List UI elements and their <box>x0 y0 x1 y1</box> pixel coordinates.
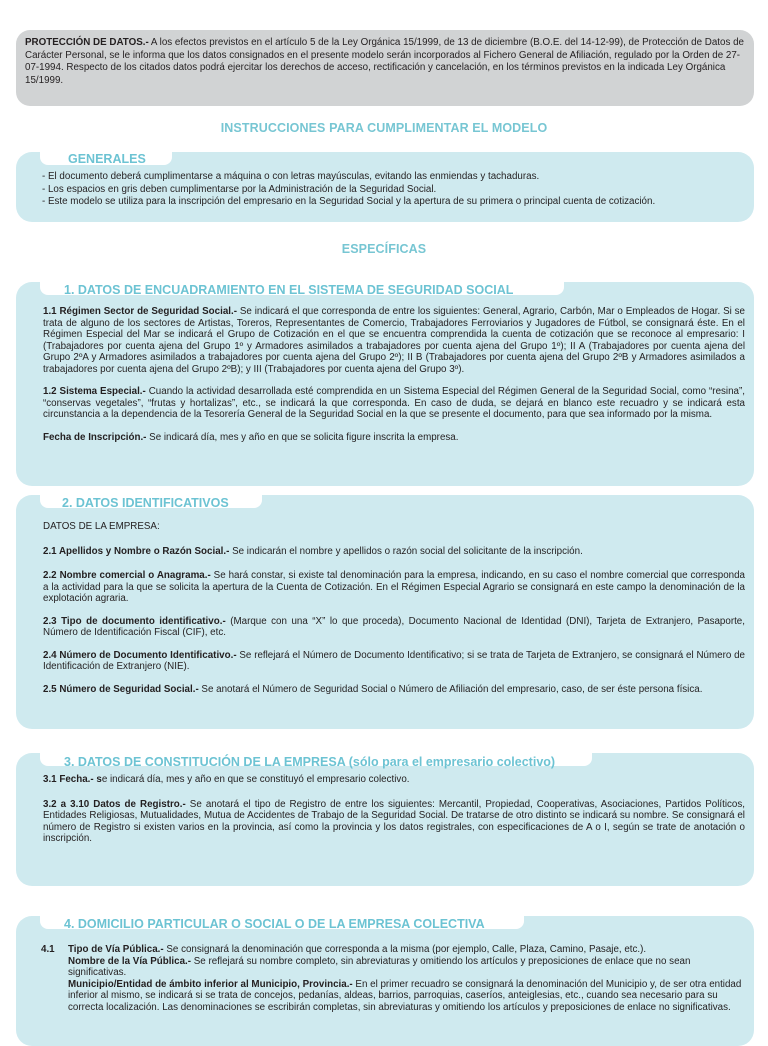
paragraph-text: Se anotará el tipo de Registro de entre los siguientes: Mercantil, Propiedad, Cooperativas, Asociaciones, Partidos Políticos, Entidades Religiosas, Mutualidades, Mutua de Accidentes de Trabajo de la Seguridad Social. De tratarse de otro distinto se indicará su nombre. Se consignará el número de Registro si existen varios en la provincia, así como la provincia y los datos registrales, con especificaciones de A o I, según se trate de anotación o inscripción. <box>43 798 745 844</box>
section-2-panel <box>16 495 754 729</box>
section-4-panel <box>16 916 754 1046</box>
paragraph-label: 2.5 Número de Seguridad Social.- <box>43 683 199 695</box>
paragraph-label: Tipo de Vía Pública.- <box>68 944 164 955</box>
data-protection-label: PROTECCIÓN DE DATOS.- <box>25 37 149 48</box>
paragraph-text: En el primer recuadro se consignará la denominación del Municipio y, de ser otra entidad inferior al mismo, se indicará si se trata de concejos, pedanías, aldeas, barrios, parroquias, caseríos, anteiglesias, etc., cuando sea necesario para su correcta localización. Las denominaciones se escribirán completas, sin abreviaturas y omitiendo los artículos y preposiciones de enlace no significativas. <box>68 978 742 1013</box>
paragraph-3-1 <box>43 774 745 786</box>
paragraph-2-1 <box>43 546 745 558</box>
paragraph-label: 3.1 Fecha.- s <box>43 774 102 785</box>
paragraph-text: Se indicarán el nombre y apellidos o razón social del solicitante de la inscripción. <box>229 545 583 557</box>
paragraph-2-5 <box>43 684 745 696</box>
paragraph-text: e indicará día, mes y año en que se constituyó el empresario colectivo. <box>101 774 410 785</box>
section-3-title: 3. DATOS DE CONSTITUCIÓN DE LA EMPRESA (sólo para el empresario colectivo) <box>64 755 556 769</box>
paragraph-2-3 <box>43 616 745 639</box>
paragraph-label: Fecha de Inscripción.- <box>43 431 147 443</box>
company-data-heading: DATOS DE LA EMPRESA: <box>43 521 160 532</box>
section-1-panel <box>16 282 754 486</box>
paragraph-4-1-street-type <box>41 944 745 956</box>
paragraph-number: 4.1 <box>41 944 55 955</box>
paragraph-1-2 <box>43 386 745 421</box>
paragraph-4-1-street-name <box>68 956 745 979</box>
specific-title: ESPECÍFICAS <box>341 242 427 256</box>
paragraph-4-1-municipality <box>68 979 745 1014</box>
paragraph-1-1 <box>43 306 745 375</box>
paragraph-label: 1.1 Régimen Sector de Seguridad Social.- <box>43 306 237 317</box>
paragraph-text: (Marque con una “X” lo que proceda), Documento Nacional de Identidad (DNI), Tarjeta de Extranjero, Pasaporte, Número de Identificación Fiscal (CIF), etc. <box>43 615 745 638</box>
paragraph-label: 2.4 Número de Documento Identificativo.- <box>43 649 237 661</box>
paragraph-text: Cuando la actividad desarrollada esté comprendida en un Sistema Especial del Régimen General de la Seguridad Social, como “resina”, “conservas vegetales”, “frutas y hortalizas”, etc., se indicará la que corresponda. En caso de duda, se dejará en blanco este recuadro y se indicará esta circunstancia a la dependencia de la Tesorería General de la Seguridad Social en la que se presente el documento, para que sea informado por la misma. <box>43 386 745 420</box>
paragraph-text: Se indicará el que corresponda de entre los siguientes: General, Agrario, Carbón, Mar o Empleados de Hogar. Si se trata de alguno de los sectores de Artistas, Toreros, Representantes de Comercio, Trabajadores Ferroviarios y Jugadores de Fútbol, se consignará éste. En el Régimen Especial del Mar se indicará el Grupo de Cotización en el que se encuentra comprendida la cuenta de cotización que se reconoce al empresario: I (Trabajadores por cuenta ajena del Grupo 1º y Armadores asimilados a trabajadores por cuenta ajena del Grupo 1º); II A (Trabajadores por cuenta ajena del Grupo 2ºA y Armadores asimilados a trabajadores por cuenta ajena del Grupo 2º); II B (Trabajadores por cuenta ajena del Grupo 2ºB y Armadores asimilados a trabajadores por cuenta ajena del Grupo 2ºB); y III (Trabajadores por cuenta ajena del Grupo 3º). <box>43 306 746 375</box>
paragraph-label: 3.2 a 3.10 Datos de Registro.- <box>43 798 186 810</box>
general-title: GENERALES <box>68 152 146 166</box>
list-item: - Los espacios en gris deben cumplimentarse por la Administración de la Seguridad Social. <box>42 183 437 195</box>
section-2-title: 2. DATOS IDENTIFICATIVOS <box>62 496 229 510</box>
general-list <box>42 171 744 209</box>
section-1-body <box>43 306 745 454</box>
paragraph-text: Se anotará el Número de Seguridad Social o Número de Afiliación del empresario, caso, de ser éste persona física. <box>198 683 703 695</box>
paragraph-text: Se reflejará su nombre completo, sin abreviaturas y omitiendo los artículos y preposiciones de enlace que no sean significativas. <box>68 955 691 979</box>
list-item: - Este modelo se utiliza para la inscripción del empresario en la Seguridad Social y la apertura de su primera o principal cuenta de cotización. <box>42 196 656 207</box>
paragraph-text: Se indicará día, mes y año en que se solicita figure inscrita la empresa. <box>146 431 459 443</box>
section-3-body <box>43 774 745 856</box>
paragraph-2-2 <box>43 570 745 605</box>
section-4-body <box>41 944 745 1014</box>
paragraph-3-2 <box>43 799 745 845</box>
instructions-title: INSTRUCCIONES PARA CUMPLIMENTAR EL MODELO <box>220 121 548 135</box>
general-panel <box>16 152 754 222</box>
paragraph-label: 2.3 Tipo de documento identificativo.- <box>43 615 226 627</box>
paragraph-label: 2.2 Nombre comercial o Anagrama.- <box>43 570 211 581</box>
data-protection-text: A los efectos previstos en el artículo 5 de la Ley Orgánica 15/1999, de 13 de diciembre (B.O.E. del 14-12-99), de Protección de Datos de Carácter Personal, se le informa que los datos consignados en el presente modelo serán incorporados al Fichero General de Afiliación, regulado por la Orden de 27-07-1994. Respecto de los citados datos podrá ejercitar los derechos de acceso, rectificación y cancelación, en los términos previstos en la indicada Ley Orgánica 15/1999. <box>25 37 744 86</box>
data-protection-notice <box>16 30 754 106</box>
section-1-title: 1. DATOS DE ENCUADRAMIENTO EN EL SISTEMA DE SEGURIDAD SOCIAL <box>64 283 514 297</box>
paragraph-inscription-date <box>43 432 745 444</box>
paragraph-text: Se consignará la denominación que corresponda a la misma (por ejemplo, Calle, Plaza, Camino, Pasaje, etc.). <box>163 944 647 955</box>
paragraph-label: Nombre de la Vía Pública.- <box>68 955 192 967</box>
paragraph-label: 1.2 Sistema Especial.- <box>43 386 146 397</box>
paragraph-text: Se hará constar, si existe tal denominación para la empresa, indicando, en su caso el nombre comercial que corresponda a la actividad para la que se solicita la apertura de la Cuenta de Cotización. En el Régimen Especial Agrario se consignará en este campo la denominación de la explotación agraria. <box>43 570 745 604</box>
section-4-title: 4. DOMICILIO PARTICULAR O SOCIAL O DE LA EMPRESA COLECTIVA <box>64 917 485 931</box>
paragraph-text: Se reflejará el Número de Documento Identificativo; si se trata de Tarjeta de Extranjero, se consignará el Número de Identificación de Extranjero (NIE). <box>43 649 745 672</box>
paragraph-label: Municipio/Entidad de ámbito inferior al Municipio, Provincia.- <box>68 978 353 990</box>
section-2-body <box>43 521 745 706</box>
section-3-panel <box>16 753 754 886</box>
paragraph-label: 2.1 Apellidos y Nombre o Razón Social.- <box>43 545 230 557</box>
paragraph-2-4 <box>43 650 745 673</box>
list-item: - El documento deberá cumplimentarse a máquina o con letras mayúsculas, evitando las enmiendas y tachaduras. <box>42 171 540 182</box>
